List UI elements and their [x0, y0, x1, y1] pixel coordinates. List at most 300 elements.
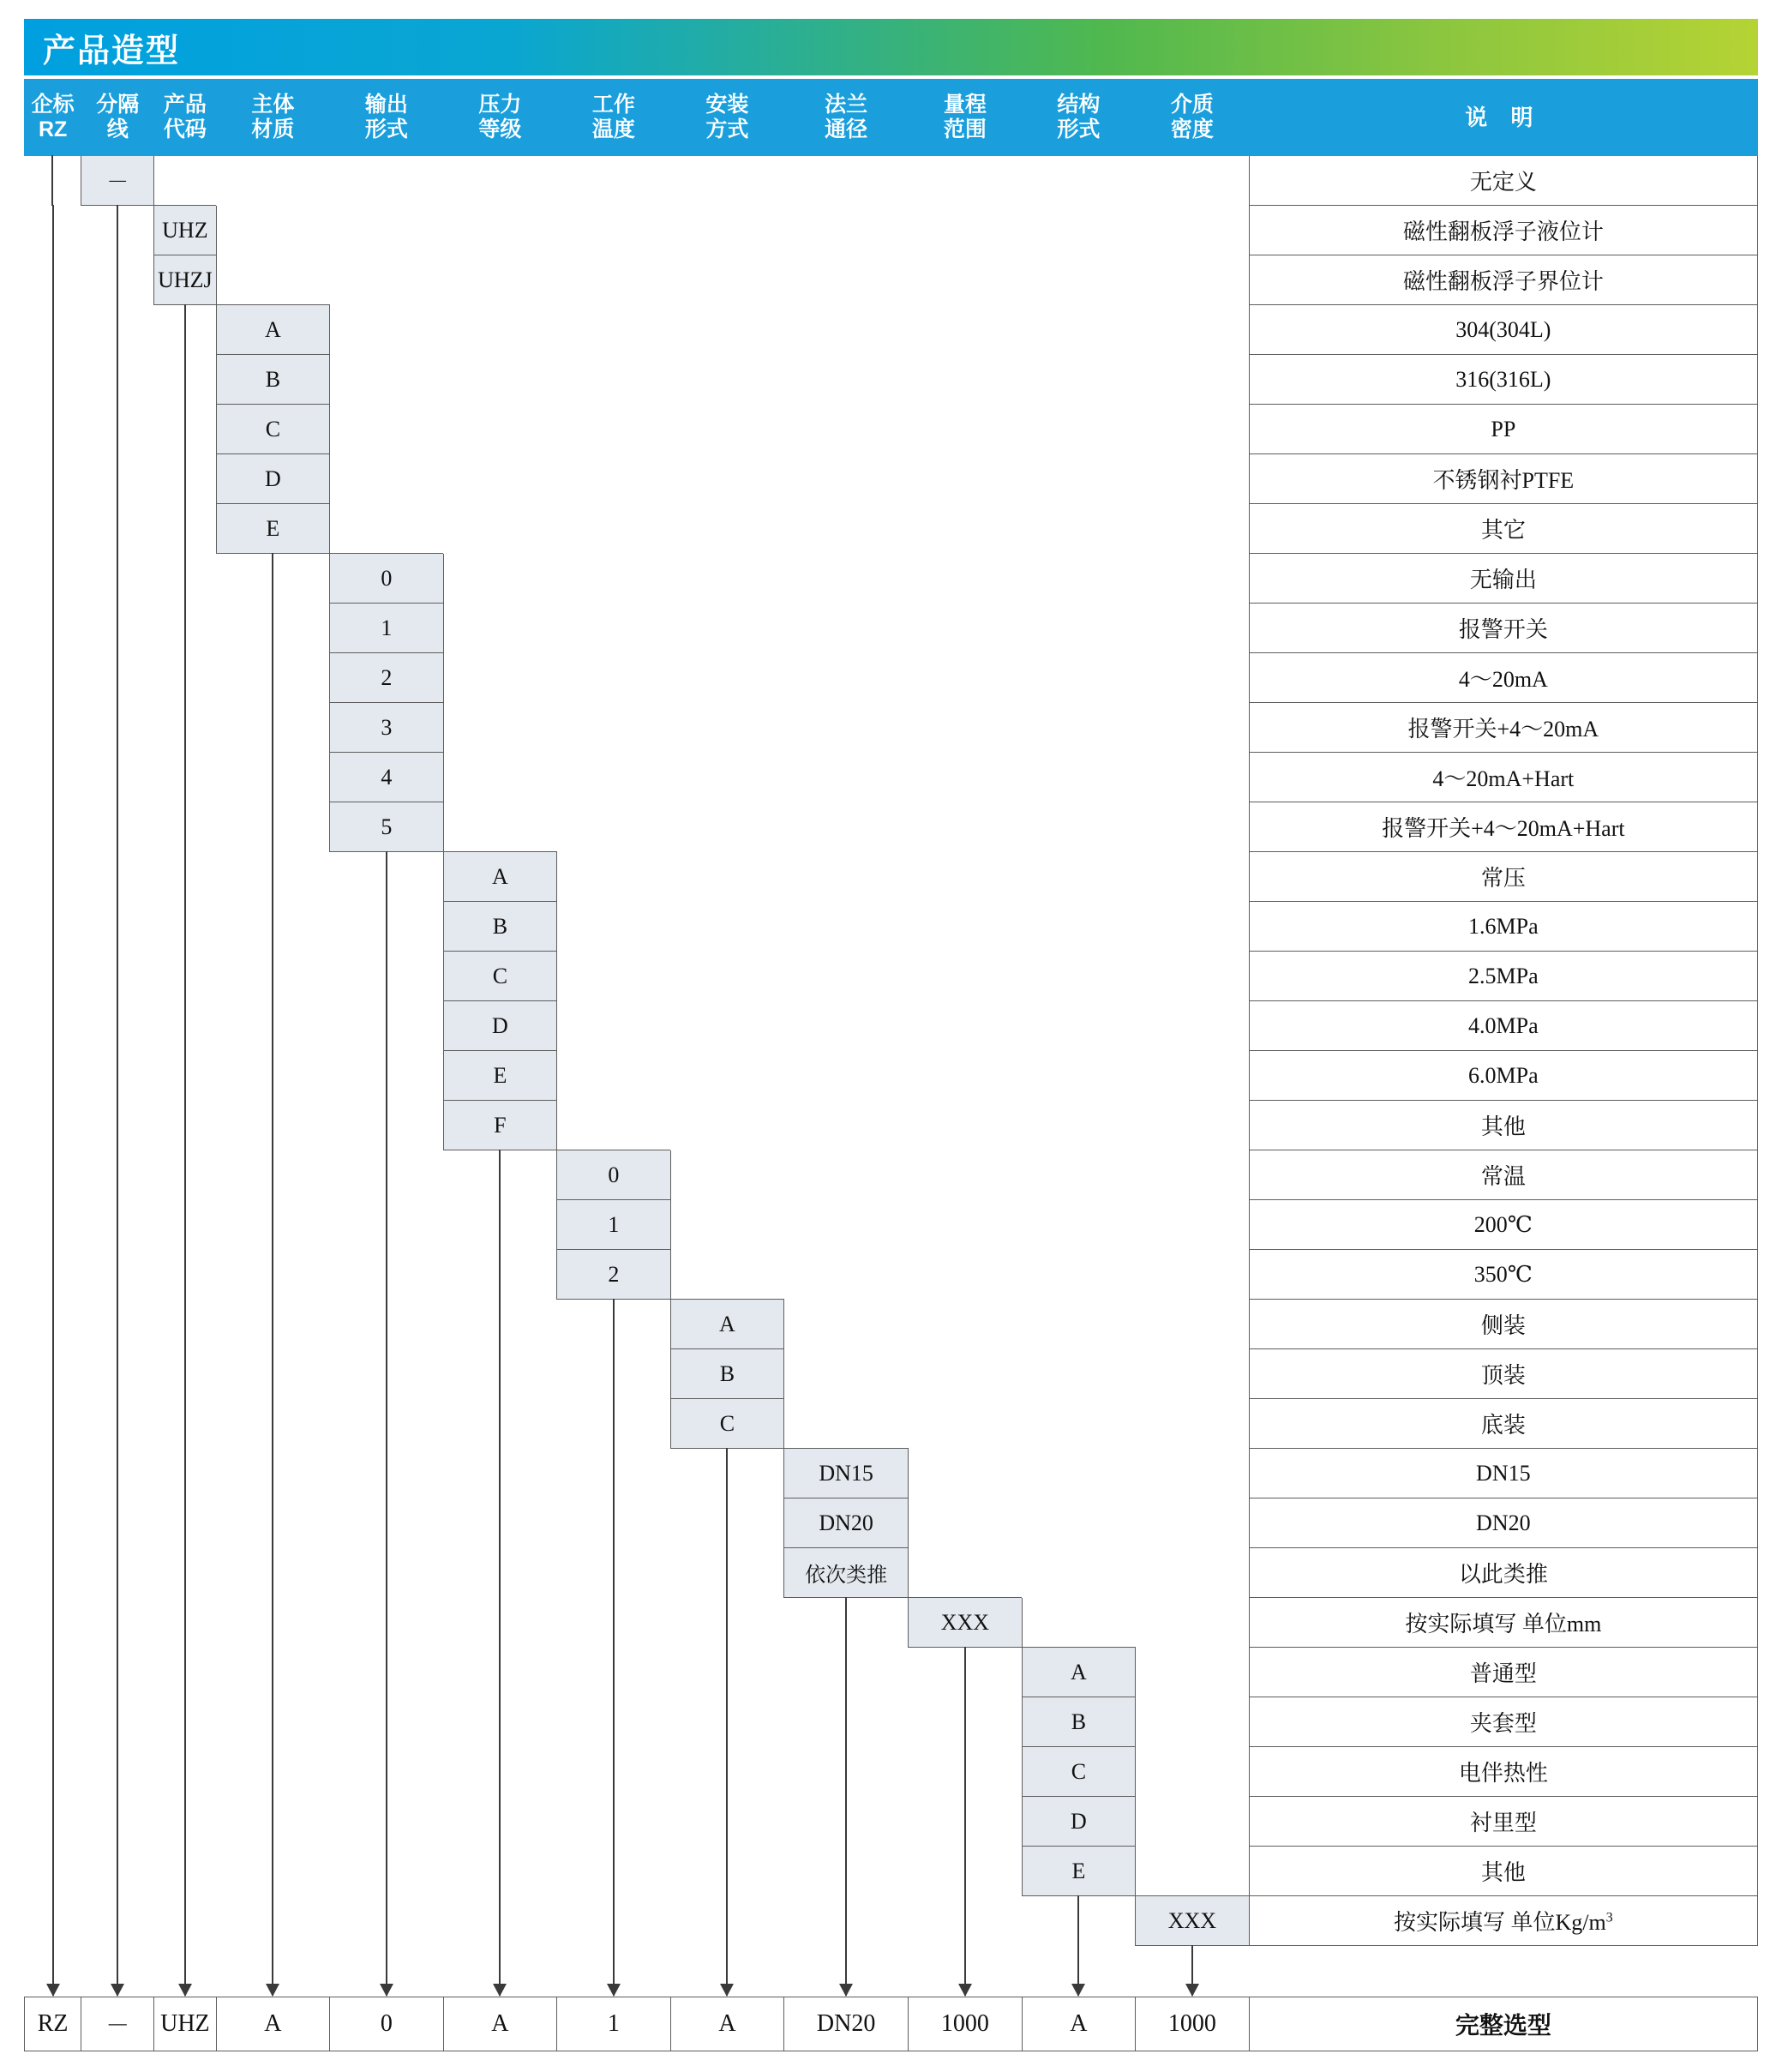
spacer-cell — [443, 802, 557, 852]
spacer-cell — [909, 1697, 1023, 1747]
selection-value-c6: 1 — [557, 1997, 671, 2051]
spacer-cell — [909, 1101, 1023, 1150]
connector-line — [845, 1597, 847, 1649]
matrix-row — [25, 1548, 1758, 1598]
spacer-cell — [1022, 753, 1136, 802]
spacer-cell — [81, 1598, 154, 1648]
spacer-cell — [557, 952, 671, 1001]
connector-line — [117, 1000, 118, 1052]
spacer-cell — [784, 1797, 909, 1847]
spacer-cell — [25, 1349, 81, 1399]
spacer-cell — [1022, 1001, 1136, 1051]
connector-line — [499, 1895, 501, 1947]
selection-value-c3: A — [216, 1997, 330, 2051]
connector-line — [726, 1448, 728, 1499]
connector-line — [184, 1597, 186, 1649]
spacer-cell — [216, 753, 330, 802]
spacer-cell — [1136, 1399, 1250, 1449]
matrix-row — [25, 1150, 1758, 1200]
option-code-c3: E — [216, 504, 330, 554]
spacer-cell — [909, 255, 1023, 305]
spacer-cell — [330, 1051, 444, 1101]
connector-line — [613, 1746, 615, 1798]
connector-line — [52, 1199, 54, 1251]
spacer-cell — [25, 852, 81, 902]
spacer-cell — [784, 454, 909, 504]
spacer-cell — [1022, 1349, 1136, 1399]
spacer-cell — [81, 504, 154, 554]
spacer-cell — [25, 1250, 81, 1300]
spacer-cell — [25, 504, 81, 554]
matrix-row — [25, 1648, 1758, 1697]
spacer-cell — [1022, 1300, 1136, 1349]
connector-line — [117, 255, 118, 306]
spacer-cell — [443, 604, 557, 653]
spacer-cell — [25, 454, 81, 504]
arrow-cell — [1136, 1946, 1250, 1996]
spacer-cell — [81, 753, 154, 802]
connector-line — [386, 1050, 387, 1102]
option-code-c3: B — [216, 355, 330, 405]
spacer-cell — [784, 1051, 909, 1101]
arrow-cell — [784, 1946, 909, 1996]
spacer-cell — [330, 1150, 444, 1200]
connector-line — [499, 1597, 501, 1649]
connector-line — [52, 1000, 54, 1052]
spacer-cell — [784, 1598, 909, 1648]
spacer-cell — [909, 852, 1023, 902]
spacer-cell — [909, 1896, 1023, 1946]
connector-line — [184, 1150, 186, 1201]
matrix-header-row — [25, 80, 1758, 156]
connector-line — [613, 1697, 615, 1748]
spacer-cell — [557, 1648, 671, 1697]
connector-line — [272, 1398, 273, 1450]
arrow-down-icon — [1185, 1984, 1199, 1997]
connector-line — [184, 1199, 186, 1251]
connector-line — [272, 652, 273, 704]
connector-line — [184, 1498, 186, 1549]
connector-line — [51, 155, 53, 207]
spacer-cell — [330, 1847, 444, 1896]
spacer-cell — [216, 1051, 330, 1101]
spacer-cell — [1022, 1598, 1136, 1648]
spacer-cell — [81, 1101, 154, 1150]
option-description: 按实际填写 单位mm — [1249, 1598, 1757, 1648]
spacer-cell — [443, 405, 557, 454]
connector-line — [272, 901, 273, 952]
option-description: PP — [1249, 405, 1757, 454]
spacer-cell — [670, 1648, 784, 1697]
spacer-cell — [330, 255, 444, 305]
connector-line — [184, 503, 186, 555]
spacer-cell — [557, 1697, 671, 1747]
spacer-cell — [330, 1001, 444, 1051]
spacer-cell — [1022, 1250, 1136, 1300]
connector-line — [117, 1498, 118, 1549]
connector-line — [117, 1746, 118, 1798]
connector-line — [52, 404, 54, 455]
spacer-cell — [154, 355, 216, 405]
spacer-cell — [216, 1200, 330, 1250]
spacer-cell — [784, 1697, 909, 1747]
spacer-cell — [81, 852, 154, 902]
connector-line — [117, 1398, 118, 1450]
product-model-matrix — [24, 79, 1758, 1995]
spacer-cell — [154, 1697, 216, 1747]
connector-line — [184, 1000, 186, 1052]
connector-line — [184, 1895, 186, 1947]
spacer-cell — [557, 206, 671, 255]
spacer-cell — [670, 405, 784, 454]
connector-line — [117, 1647, 118, 1698]
spacer-cell — [25, 1797, 81, 1847]
selection-value-c4: 0 — [330, 1997, 444, 2051]
spacer-cell — [784, 1150, 909, 1200]
spacer-cell — [330, 1747, 444, 1797]
connector-line — [117, 1895, 118, 1947]
connector-line — [117, 1796, 118, 1847]
spacer-cell — [557, 604, 671, 653]
matrix-row — [25, 952, 1758, 1001]
selection-value-c2: UHZ — [154, 1997, 216, 2051]
connector-line — [964, 1697, 966, 1748]
spacer-cell — [784, 156, 909, 206]
spacer-cell — [909, 802, 1023, 852]
spacer-cell — [216, 1250, 330, 1300]
option-code-c11: XXX — [1136, 1896, 1250, 1946]
spacer-cell — [216, 1101, 330, 1150]
spacer-cell — [25, 902, 81, 952]
spacer-cell — [216, 1747, 330, 1797]
connector-line — [117, 553, 118, 604]
connector-line — [272, 1100, 273, 1151]
spacer-cell — [1136, 255, 1250, 305]
matrix-row — [25, 1449, 1758, 1498]
spacer-cell — [784, 902, 909, 952]
spacer-cell — [557, 703, 671, 753]
spacer-cell — [25, 1747, 81, 1797]
spacer-cell — [1136, 1051, 1250, 1101]
connector-line — [964, 1846, 966, 1897]
connector-line — [272, 802, 273, 853]
spacer-cell — [670, 952, 784, 1001]
spacer-cell — [81, 355, 154, 405]
option-code-c10: E — [1022, 1847, 1136, 1896]
option-description: 4.0MPa — [1249, 1001, 1757, 1051]
connector-line — [386, 1299, 387, 1350]
spacer-cell — [443, 1200, 557, 1250]
connector-line — [117, 304, 118, 356]
connector-line — [726, 1647, 728, 1698]
spacer-cell — [784, 753, 909, 802]
matrix-row — [25, 405, 1758, 454]
spacer-cell — [25, 554, 81, 604]
spacer-cell — [557, 1747, 671, 1797]
connector-line — [117, 1547, 118, 1599]
option-code-c7: A — [670, 1300, 784, 1349]
spacer-cell — [154, 305, 216, 355]
connector-line — [386, 1746, 387, 1798]
spacer-cell — [1022, 355, 1136, 405]
option-description: 报警开关+4～20mA — [1249, 703, 1757, 753]
spacer-cell — [1022, 902, 1136, 952]
spacer-cell — [1022, 554, 1136, 604]
connector-line — [272, 1000, 273, 1052]
spacer-cell — [1022, 1101, 1136, 1150]
spacer-cell — [784, 952, 909, 1001]
option-code-c10: A — [1022, 1648, 1136, 1697]
connector-line — [499, 1150, 501, 1201]
spacer-cell — [1136, 1797, 1250, 1847]
connector-line — [386, 1398, 387, 1450]
connector-line — [386, 1000, 387, 1052]
spacer-cell — [1022, 1449, 1136, 1498]
spacer-cell — [216, 255, 330, 305]
spacer-cell — [216, 902, 330, 952]
option-description: DN15 — [1249, 1449, 1757, 1498]
selection-value-c1: － — [81, 1997, 154, 2051]
connector-line — [499, 1348, 501, 1400]
spacer-cell — [81, 1797, 154, 1847]
selection-value-c7: A — [670, 1997, 784, 2051]
spacer-cell — [1136, 802, 1250, 852]
spacer-cell — [154, 1349, 216, 1399]
matrix-row — [25, 753, 1758, 802]
connector-line — [386, 1100, 387, 1151]
spacer-cell — [909, 1648, 1023, 1697]
spacer-cell — [25, 1449, 81, 1498]
matrix-row — [25, 1300, 1758, 1349]
spacer-cell — [784, 355, 909, 405]
connector-line — [117, 404, 118, 455]
option-description: 无输出 — [1249, 554, 1757, 604]
spacer-cell — [330, 1896, 444, 1946]
spacer-cell — [81, 703, 154, 753]
spacer-cell — [154, 802, 216, 852]
matrix-row — [25, 554, 1758, 604]
spacer-cell — [784, 1250, 909, 1300]
spacer-cell — [25, 206, 81, 255]
spacer-cell — [216, 1498, 330, 1548]
spacer-cell — [784, 1349, 909, 1399]
spacer-cell — [216, 1847, 330, 1896]
spacer-cell — [1022, 1896, 1136, 1946]
spacer-cell — [784, 1896, 909, 1946]
spacer-cell — [154, 1747, 216, 1797]
spacer-cell — [443, 156, 557, 206]
connector-line — [386, 1150, 387, 1201]
spacer-cell — [443, 653, 557, 703]
spacer-cell — [154, 703, 216, 753]
spacer-cell — [1136, 952, 1250, 1001]
spacer-cell — [1136, 1747, 1250, 1797]
spacer-cell — [670, 852, 784, 902]
connector-line — [964, 1895, 966, 1947]
arrow-cell — [1022, 1946, 1136, 1996]
connector-line — [386, 1895, 387, 1947]
spacer-cell — [443, 1797, 557, 1847]
spacer-cell — [1136, 1300, 1250, 1349]
spacer-cell — [443, 1747, 557, 1797]
spacer-cell — [1022, 852, 1136, 902]
spacer-cell — [81, 255, 154, 305]
connector-line — [386, 1597, 387, 1649]
spacer-cell — [81, 1548, 154, 1598]
spacer-cell — [443, 1896, 557, 1946]
connector-line — [52, 1150, 54, 1201]
spacer-cell — [784, 1001, 909, 1051]
spacer-cell — [443, 1847, 557, 1896]
spacer-cell — [909, 156, 1023, 206]
spacer-cell — [330, 1250, 444, 1300]
spacer-cell — [154, 1101, 216, 1150]
connector-line — [184, 304, 186, 356]
spacer-cell — [330, 1797, 444, 1847]
connector-line — [499, 1398, 501, 1450]
option-description: 350℃ — [1249, 1250, 1757, 1300]
spacer-cell — [670, 1697, 784, 1747]
arrow-down-icon — [46, 1984, 60, 1997]
option-code-c3: D — [216, 454, 330, 504]
spacer-cell — [784, 1847, 909, 1896]
connector-line — [613, 1448, 615, 1499]
spacer-cell — [784, 206, 909, 255]
spacer-cell — [557, 1797, 671, 1847]
spacer-cell — [557, 255, 671, 305]
selection-value-c5: A — [443, 1997, 557, 2051]
spacer-cell — [670, 902, 784, 952]
spacer-cell — [670, 454, 784, 504]
spacer-cell — [1022, 1548, 1136, 1598]
spacer-cell — [216, 1349, 330, 1399]
selection-value-c8: DN20 — [784, 1997, 909, 2051]
spacer-cell — [330, 405, 444, 454]
matrix-row — [25, 653, 1758, 703]
option-description: 磁性翻板浮子液位计 — [1249, 206, 1757, 255]
matrix-row — [25, 1697, 1758, 1747]
spacer-cell — [81, 952, 154, 1001]
option-code-c2: UHZ — [154, 206, 216, 255]
spacer-cell — [154, 1449, 216, 1498]
spacer-cell — [784, 405, 909, 454]
spacer-cell — [909, 1847, 1023, 1896]
option-code-c4: 4 — [330, 753, 444, 802]
connector-line — [272, 1299, 273, 1350]
option-description: 底装 — [1249, 1399, 1757, 1449]
spacer-cell — [557, 753, 671, 802]
connector-line — [845, 1846, 847, 1897]
spacer-cell — [1136, 1449, 1250, 1498]
connector-line — [52, 354, 54, 405]
connector-line — [117, 851, 118, 903]
connector-line — [499, 1547, 501, 1599]
connector-line — [52, 304, 54, 356]
option-code-c5: C — [443, 952, 557, 1001]
spacer-cell — [557, 802, 671, 852]
connector-line — [117, 205, 118, 256]
spacer-cell — [670, 604, 784, 653]
matrix-row — [25, 1847, 1758, 1896]
option-code-c4: 1 — [330, 604, 444, 653]
arrow-cell — [216, 1946, 330, 1996]
spacer-cell — [1136, 504, 1250, 554]
connector-line — [613, 1846, 615, 1897]
spacer-cell — [330, 852, 444, 902]
spacer-cell — [909, 1300, 1023, 1349]
spacer-cell — [1136, 554, 1250, 604]
connector-line — [52, 652, 54, 704]
connector-line — [52, 553, 54, 604]
spacer-cell — [670, 1200, 784, 1250]
spacer-cell — [154, 1250, 216, 1300]
spacer-cell — [557, 1101, 671, 1150]
spacer-cell — [81, 1349, 154, 1399]
column-header-c12: 说 明 — [1249, 80, 1757, 156]
spacer-cell — [154, 405, 216, 454]
spacer-cell — [1022, 1399, 1136, 1449]
spacer-cell — [909, 1449, 1023, 1498]
connector-line — [499, 1498, 501, 1549]
matrix-row — [25, 1747, 1758, 1797]
option-code-c10: D — [1022, 1797, 1136, 1847]
option-code-c8: DN20 — [784, 1498, 909, 1548]
spacer-cell — [909, 604, 1023, 653]
option-description: 316(316L) — [1249, 355, 1757, 405]
spacer-cell — [909, 1001, 1023, 1051]
column-header-c9: 量程 范围 — [909, 80, 1023, 156]
connector-line — [726, 1597, 728, 1649]
spacer-cell — [25, 1200, 81, 1250]
spacer-cell — [443, 1697, 557, 1747]
option-code-c3: C — [216, 405, 330, 454]
spacer-cell — [557, 355, 671, 405]
connector-line — [184, 553, 186, 604]
spacer-cell — [81, 1250, 154, 1300]
spacer-cell — [784, 703, 909, 753]
spacer-cell — [557, 1896, 671, 1946]
matrix-row — [25, 1598, 1758, 1648]
matrix-row — [25, 206, 1758, 255]
spacer-cell — [443, 1250, 557, 1300]
spacer-cell — [443, 753, 557, 802]
spacer-cell — [1022, 454, 1136, 504]
spacer-cell — [330, 305, 444, 355]
connector-line — [272, 1597, 273, 1649]
matrix-row — [25, 1498, 1758, 1548]
spacer-cell — [81, 802, 154, 852]
spacer-cell — [784, 802, 909, 852]
spacer-cell — [330, 1648, 444, 1697]
spacer-cell — [154, 753, 216, 802]
spacer-cell — [909, 952, 1023, 1001]
connector-line — [613, 1498, 615, 1549]
spacer-cell — [81, 1051, 154, 1101]
spacer-cell — [154, 604, 216, 653]
spacer-cell — [216, 802, 330, 852]
spacer-cell — [909, 703, 1023, 753]
option-code-c6: 1 — [557, 1200, 671, 1250]
connector-line — [613, 1299, 615, 1350]
column-header-c6: 工作 温度 — [557, 80, 671, 156]
connector-line — [272, 702, 273, 754]
connector-line — [184, 1547, 186, 1599]
spacer-cell — [216, 554, 330, 604]
spacer-cell — [557, 1001, 671, 1051]
connector-line — [52, 1448, 54, 1499]
spacer-cell — [1136, 604, 1250, 653]
connector-line — [845, 1895, 847, 1947]
